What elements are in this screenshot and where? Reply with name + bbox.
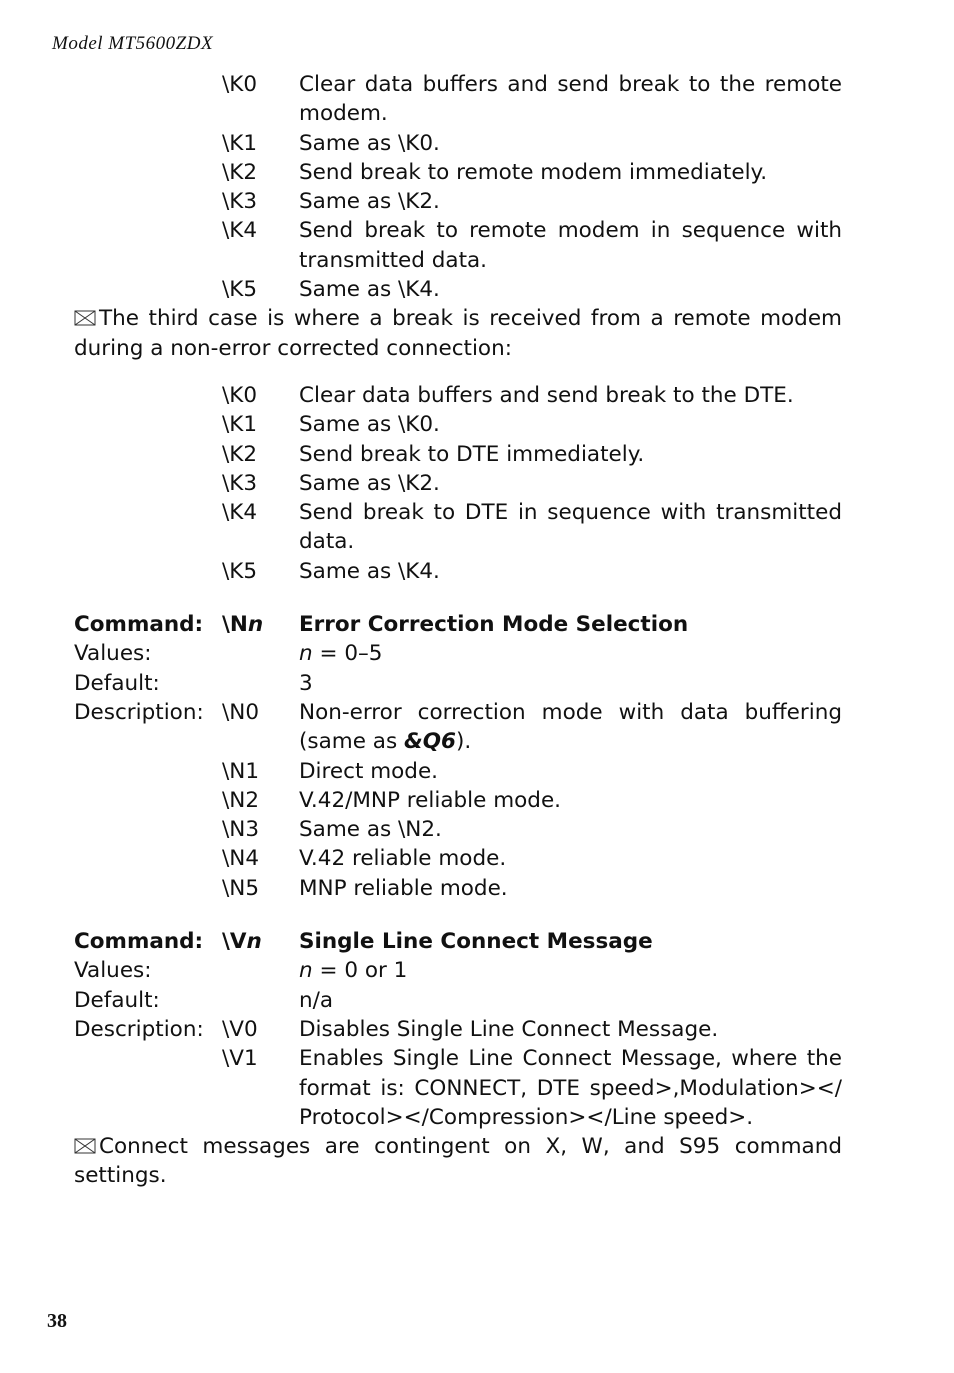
code: \K1 xyxy=(222,412,258,438)
list-item xyxy=(74,498,842,557)
command-title: Error Correction Mode Selection xyxy=(299,612,689,638)
code: \V0 xyxy=(222,1016,258,1042)
command-label: Command: xyxy=(74,612,204,638)
code: \K2 xyxy=(222,441,258,467)
default-row xyxy=(74,986,842,1015)
desc: V.42 reliable mode. xyxy=(299,846,507,872)
list-item xyxy=(74,216,842,275)
description-label: Description: xyxy=(74,699,204,725)
command-name xyxy=(222,927,299,956)
list-item xyxy=(74,440,842,469)
list-item xyxy=(74,815,842,844)
values-row xyxy=(74,956,842,985)
desc-ref: &Q6 xyxy=(403,729,456,755)
list-item xyxy=(74,158,842,187)
list-item xyxy=(74,469,842,498)
description-row xyxy=(74,698,842,757)
list-item xyxy=(74,757,842,786)
desc: Send break to remote modem immediately. xyxy=(299,159,768,185)
command-name xyxy=(222,610,299,639)
values-label: Values: xyxy=(74,641,152,667)
values-row xyxy=(74,639,842,668)
desc xyxy=(299,698,842,757)
command-code: \N xyxy=(222,612,248,638)
description-label: Description: xyxy=(74,1016,204,1042)
desc: Same as \K4. xyxy=(299,277,440,303)
code: \K5 xyxy=(222,277,258,303)
code: \K5 xyxy=(222,558,258,584)
list-item xyxy=(74,70,842,129)
default-value: n/a xyxy=(299,987,334,1013)
code: \N3 xyxy=(222,817,260,843)
command-param: n xyxy=(246,929,262,955)
command-block-n xyxy=(74,610,842,903)
desc: Disables Single Line Connect Message. xyxy=(299,1016,719,1042)
k-remote-list xyxy=(74,70,842,304)
list-item xyxy=(74,187,842,216)
list-item xyxy=(74,381,842,410)
default-label: Default: xyxy=(74,987,160,1013)
checkbox-x-icon xyxy=(74,1133,96,1149)
note-text: Connect messages are contingent on X, W, and S95 command settings. xyxy=(74,1134,842,1189)
desc: Same as \K0. xyxy=(299,130,440,156)
values-var: n xyxy=(299,958,313,984)
code: \K0 xyxy=(222,72,258,97)
desc: MNP reliable mode. xyxy=(299,875,508,901)
command-label: Command: xyxy=(74,929,204,955)
list-item xyxy=(74,275,842,304)
command-block-v xyxy=(74,927,842,1132)
code: \K0 xyxy=(222,382,258,408)
code: \K3 xyxy=(222,189,258,215)
desc: Clear data buffers and send break to the DTE. xyxy=(299,382,794,408)
list-item xyxy=(74,844,842,873)
code: \N0 xyxy=(222,699,260,725)
list-item xyxy=(74,786,842,815)
list-item xyxy=(74,557,842,586)
desc: V.42/MNP reliable mode. xyxy=(299,787,562,813)
list-item xyxy=(74,874,842,903)
command-row xyxy=(74,927,842,956)
code: \N2 xyxy=(222,787,260,813)
code: \N4 xyxy=(222,846,260,872)
code: \K2 xyxy=(222,159,258,185)
desc: Send break to DTE in sequence with transmitted data. xyxy=(299,500,842,555)
values-rest: = 0–5 xyxy=(312,641,383,667)
description-row xyxy=(74,1015,842,1044)
desc: Clear data buffers and send break to the remote modem. xyxy=(299,72,842,127)
code: \N1 xyxy=(222,758,260,784)
desc: Send break to DTE immediately. xyxy=(299,441,645,467)
desc: Send break to remote modem in sequence with transmitted data. xyxy=(299,218,842,273)
values xyxy=(299,956,842,985)
code: \K4 xyxy=(222,500,258,526)
page-number: 38 xyxy=(47,1310,67,1332)
values xyxy=(299,639,842,668)
code: \N5 xyxy=(222,875,260,901)
desc: Enables Single Line Connect Message, where the format is: CONNECT, DTE speed>,Modulation></ Protocol></Compression></Line speed>. xyxy=(299,1046,842,1130)
desc: Same as \K0. xyxy=(299,412,440,438)
desc: Same as \K4. xyxy=(299,558,440,584)
values-label: Values: xyxy=(74,958,152,984)
default-label: Default: xyxy=(74,670,160,696)
code: \V1 xyxy=(222,1046,258,1072)
running-header: Model MT5600ZDX xyxy=(52,33,214,54)
list-item xyxy=(74,129,842,158)
list-item xyxy=(74,1044,842,1132)
note xyxy=(74,304,842,363)
note-text: The third case is where a break is received from a remote modem during a non-error corrected connection: xyxy=(74,306,842,361)
command-row xyxy=(74,610,842,639)
command-code: \V xyxy=(222,929,247,955)
checkbox-x-icon xyxy=(74,305,96,321)
desc: Same as \K2. xyxy=(299,470,440,496)
values-var: n xyxy=(299,641,313,667)
default-row xyxy=(74,669,842,698)
k-dte-list xyxy=(74,381,842,586)
code: \K1 xyxy=(222,130,258,156)
values-rest: = 0 or 1 xyxy=(312,958,408,984)
code: \K3 xyxy=(222,470,258,496)
command-title: Single Line Connect Message xyxy=(299,929,653,955)
desc: Same as \K2. xyxy=(299,189,440,215)
code: \K4 xyxy=(222,218,258,244)
page-content xyxy=(74,70,842,1191)
desc-part: Non-error correction mode with data buffering (same as xyxy=(299,699,842,755)
desc: Same as \N2. xyxy=(299,817,442,843)
desc-part: ). xyxy=(455,729,472,755)
command-param: n xyxy=(247,612,264,638)
list-item xyxy=(74,410,842,439)
note xyxy=(74,1132,842,1191)
desc: Direct mode. xyxy=(299,758,439,784)
default-value: 3 xyxy=(299,670,313,696)
